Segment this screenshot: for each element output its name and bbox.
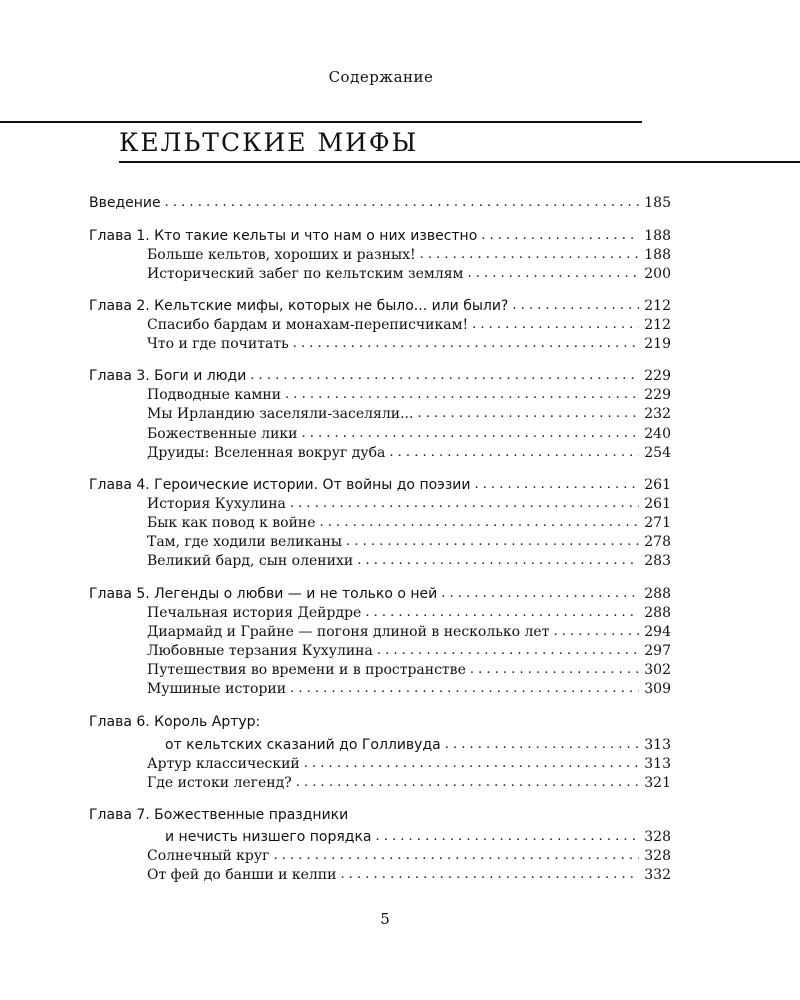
toc-subentry [147, 679, 671, 699]
toc-subentry [147, 385, 671, 405]
dot-leader [472, 315, 639, 335]
dot-leader [296, 773, 639, 793]
toc-entry-title: История Кухулина [147, 496, 286, 512]
dot-leader [512, 296, 639, 316]
toc-page-number: 271 [644, 515, 671, 531]
toc-entry-title: Солнечный круг [147, 848, 270, 864]
dot-leader [377, 641, 639, 661]
dot-leader [165, 193, 639, 213]
running-head: Содержание [328, 68, 434, 86]
toc-page-number: 188 [644, 247, 671, 263]
toc-page-number: 294 [644, 624, 671, 640]
toc-page-number: 229 [644, 368, 671, 384]
toc-page-number: 297 [644, 643, 671, 659]
toc-chapter-entry [89, 805, 348, 825]
toc-subentry [147, 865, 671, 885]
toc-entry-title: Введение [89, 195, 161, 211]
toc-subentry [147, 660, 671, 680]
dot-leader [475, 475, 640, 495]
toc-subentry [147, 641, 671, 661]
toc-page-number: 229 [644, 387, 671, 403]
toc-page-number: 278 [644, 534, 671, 550]
toc-entry-title: Диармайд и Грайне — погоня длиной в несколько лет [147, 624, 550, 640]
toc-entry-title: Что и где почитать [147, 336, 289, 352]
dot-leader [290, 679, 639, 699]
section-title: КЕЛЬТСКИЕ МИФЫ [119, 128, 419, 157]
dot-leader [304, 754, 639, 774]
toc-subentry [147, 603, 671, 623]
dot-leader [293, 334, 639, 354]
toc-page-number: 321 [644, 775, 671, 791]
toc-subentry [147, 443, 671, 463]
dot-leader [389, 443, 639, 463]
toc-page-number: 283 [644, 553, 671, 569]
dot-leader [365, 603, 639, 623]
toc-page-number: 200 [644, 266, 671, 282]
toc-page-number: 261 [644, 477, 671, 493]
toc-subentry [147, 424, 671, 444]
toc-page-number: 309 [644, 681, 671, 697]
toc-page-number: 188 [644, 228, 671, 244]
dot-leader [320, 513, 639, 533]
toc-page-number: 328 [644, 848, 671, 864]
toc-page-number: 302 [644, 662, 671, 678]
toc-page-number: 313 [644, 737, 671, 753]
toc-entry-title: Исторический забег по кельтским землям [147, 266, 464, 282]
toc-page-number: 332 [644, 867, 671, 883]
dot-leader [273, 846, 639, 866]
toc-chapter-entry [89, 584, 671, 604]
toc-chapter-entry [89, 193, 671, 213]
toc-page-number: 328 [644, 829, 671, 845]
toc-chapter-entry [89, 296, 671, 316]
toc-subentry [147, 846, 671, 866]
toc-page-number: 240 [644, 426, 671, 442]
toc-subentry [147, 622, 671, 642]
toc-chapter-entry [89, 226, 671, 246]
toc-entry-title: Глава 5. Легенды о любви — и не только о ней [89, 586, 438, 602]
toc-chapter-entry [89, 712, 260, 732]
toc-entry-title: Мушиные истории [147, 681, 287, 697]
toc-entry-title: Глава 4. Героические истории. От войны до поэзии [89, 477, 471, 493]
toc-chapter-entry [165, 735, 671, 755]
toc-subentry [147, 754, 671, 774]
toc-subentry [147, 334, 671, 354]
toc-entry-title: Где истоки легенд? [147, 775, 292, 791]
toc-page-number: 313 [644, 756, 671, 772]
dot-leader [346, 532, 639, 552]
toc-entry-title: Печальная история Дейрдре [147, 605, 362, 621]
toc-subentry [147, 264, 671, 284]
toc-entry-title: Божественные лики [147, 426, 298, 442]
page-number: 5 [380, 910, 390, 928]
toc-entry-title: Мы Ирландию заселяли-заселяли... [147, 406, 414, 422]
toc-subentry [147, 513, 671, 533]
toc-entry-title: Глава 3. Боги и люди [89, 368, 247, 384]
toc-page-number: 288 [644, 586, 671, 602]
toc-page-number: 232 [644, 406, 671, 422]
toc-entry-title: Бык как повод к войне [147, 515, 316, 531]
dot-leader [340, 865, 639, 885]
toc-subentry [147, 315, 671, 335]
dot-leader [285, 385, 639, 405]
toc-entry-title: Там, где ходили великаны [147, 534, 343, 550]
dot-leader [417, 404, 639, 424]
dot-leader [553, 622, 639, 642]
dot-leader [441, 584, 639, 604]
toc-entry-title: Спасибо бардам и монахам-переписчикам! [147, 317, 469, 333]
toc-entry-title: Великий бард, сын оленихи [147, 553, 354, 569]
dot-leader [250, 366, 639, 386]
toc-page-number: 288 [644, 605, 671, 621]
toc-page-number: 212 [644, 317, 671, 333]
toc-page-number: 261 [644, 496, 671, 512]
toc-subentry [147, 773, 671, 793]
dot-leader [481, 226, 639, 246]
dot-leader [420, 245, 639, 265]
toc-chapter-entry [165, 827, 671, 847]
dot-leader [445, 735, 639, 755]
toc-subentry [147, 532, 671, 552]
toc-subentry [147, 404, 671, 424]
toc-entry-title: Друиды: Вселенная вокруг дуба [147, 445, 386, 461]
toc-page-number: 212 [644, 298, 671, 314]
dot-leader [467, 264, 639, 284]
dot-leader [375, 827, 639, 847]
toc-chapter-entry [89, 366, 671, 386]
toc-entry-title: Глава 6. Король Артур: [89, 714, 261, 730]
toc-chapter-entry [89, 475, 671, 495]
dot-leader [290, 494, 639, 514]
toc-entry-title: Подводные камни [147, 387, 282, 403]
toc-entry-title: Глава 1. Кто такие кельты и что нам о них известно [89, 228, 478, 244]
toc-entry-title: Глава 2. Кельтские мифы, которых не было... или были? [89, 298, 509, 314]
toc-entry-title: от кельтских сказаний до Голливуда [165, 737, 441, 753]
toc-page-number: 219 [644, 336, 671, 352]
toc-entry-title: От фей до банши и келпи [147, 867, 337, 883]
toc-subentry [147, 551, 671, 571]
toc-entry-title: Путешествия во времени и в пространстве [147, 662, 466, 678]
dot-leader [301, 424, 639, 444]
toc-entry-title: Артур классический [147, 756, 300, 772]
toc-subentry [147, 245, 671, 265]
toc-entry-title: Любовные терзания Кухулина [147, 643, 373, 659]
dot-leader [470, 660, 639, 680]
toc-page-number: 254 [644, 445, 671, 461]
toc-entry-title: Больше кельтов, хороших и разных! [147, 247, 416, 263]
toc-subentry [147, 494, 671, 514]
toc-entry-title: Глава 7. Божественные праздники [89, 807, 349, 823]
dot-leader [357, 551, 639, 571]
toc-entry-title: и нечисть низшего порядка [165, 829, 372, 845]
toc-page-number: 185 [644, 195, 671, 211]
